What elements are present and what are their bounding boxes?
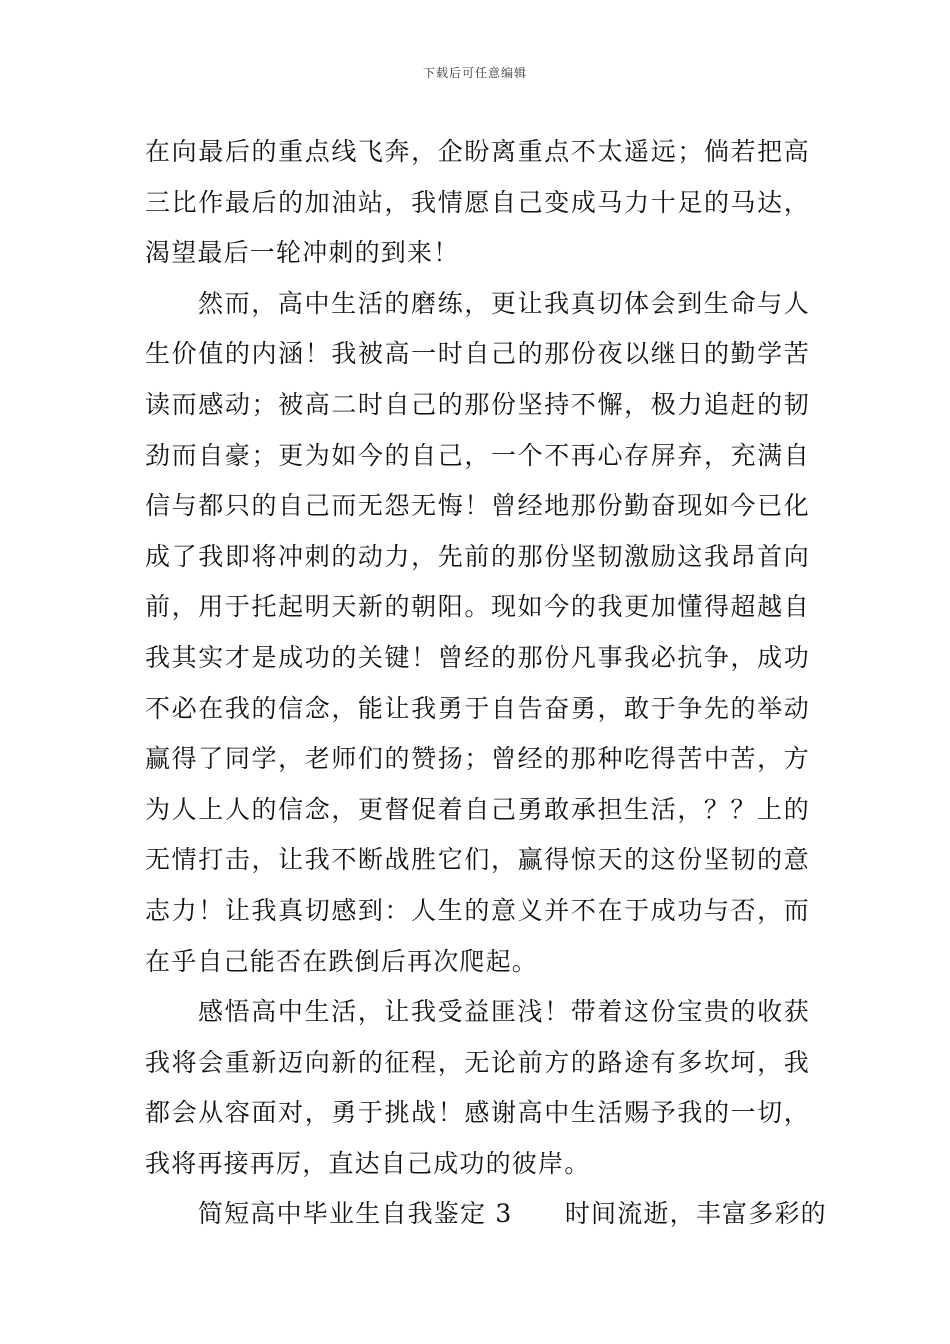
text-line: 劲而自豪；更为如今的自己，一个不再心存屏弃，充满自 (145, 440, 810, 470)
document-body (145, 127, 827, 1240)
paragraph-first-line: 感悟高中生活，让我受益匪浅！带着这份宝贵的收获 (198, 997, 810, 1027)
text-line: 在向最后的重点线飞奔，企盼离重点不太遥远；倘若把高 (145, 137, 810, 166)
text-line: 我将再接再厉，直达自己成功的彼岸。 (145, 1148, 591, 1178)
text-line: 信与都只的自己而无怨无悔！曾经地那份勤奋现如今已化 (145, 491, 810, 521)
text-line: 渴望最后一轮冲刺的到来！ (145, 238, 460, 268)
text-line: 我将会重新迈向新的征程，无论前方的路途有多坎坷，我 (145, 1047, 810, 1077)
text-line: 无情打击，让我不断战胜它们，赢得惊天的这份坚韧的意 (145, 845, 810, 875)
text-line: 前，用于托起明天新的朝阳。现如今的我更加懂得超越自 (145, 592, 810, 622)
text-line: 生价值的内涵！我被高一时自己的那份夜以继日的勤学苦 (145, 339, 810, 369)
text-line: 我其实才是成功的关键！曾经的那份凡事我必抗争，成功 (145, 642, 810, 672)
text-line: 读而感动；被高二时自己的那份坚持不懈，极力追赶的韧 (145, 389, 810, 419)
text-line: 三比作最后的加油站，我情愿自己变成马力十足的马达， (145, 187, 810, 217)
paragraph-first-line: 然而，高中生活的磨练，更让我真切体会到生命与人 (198, 288, 810, 318)
text-line: 志力！让我真切感到：人生的意义并不在于成功与否，而 (145, 895, 810, 925)
text-line: 都会从容面对，勇于挑战！感谢高中生活赐予我的一切， (145, 1098, 810, 1128)
text-line: 成了我即将冲刺的动力，先前的那份坚韧激励这我昂首向 (145, 541, 810, 571)
text-line: 不必在我的信念，能让我勇于自告奋勇，敢于争先的举动 (145, 693, 810, 723)
text-line: 在乎自己能否在跌倒后再次爬起。 (145, 946, 539, 976)
text-line: 赢得了同学，老师们的赞扬；曾经的那种吃得苦中苦，方 (145, 744, 810, 774)
text-line: 为人上人的信念，更督促着自己勇敢承担生活，？？上的 (145, 794, 810, 824)
section-title-line: 简短高中毕业生自我鉴定 3 时间流逝，丰富多彩的 (198, 1199, 827, 1229)
page-header: 下载后可任意编辑 (422, 66, 527, 80)
